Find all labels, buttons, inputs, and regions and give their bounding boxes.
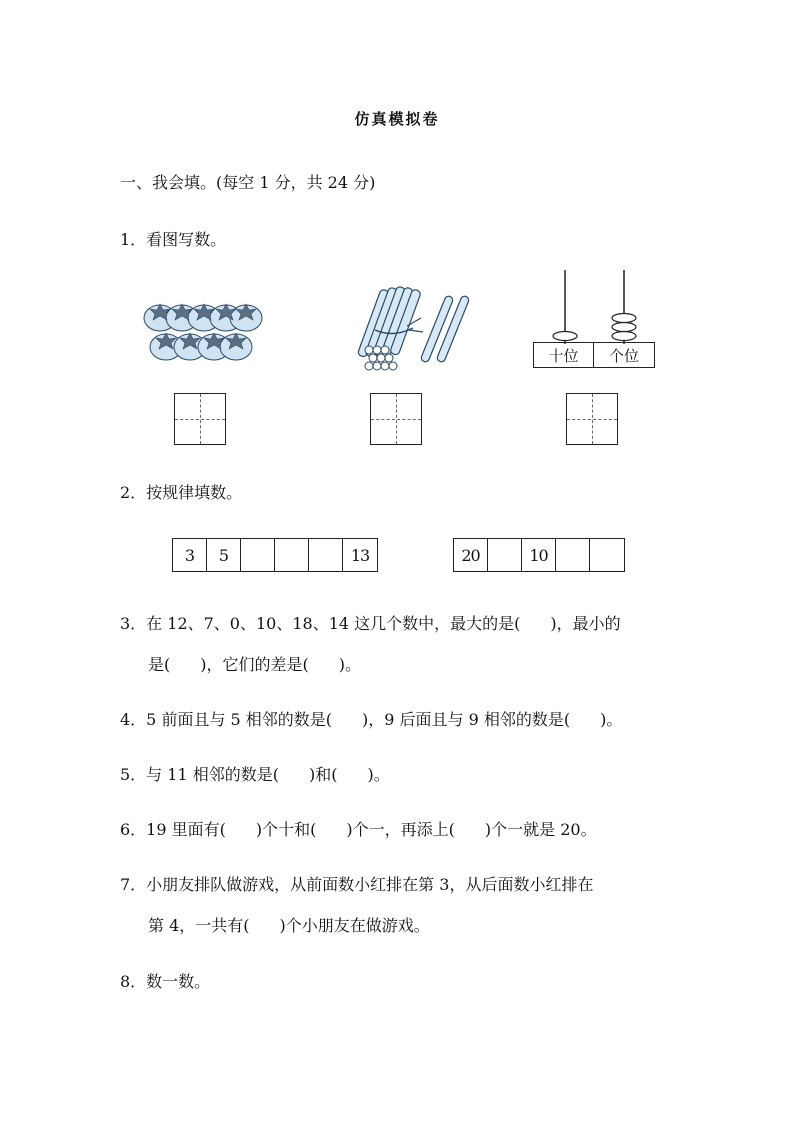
q3-text: 是(: [148, 655, 171, 674]
seq1-blank-cell[interactable]: [309, 539, 343, 571]
question-8-label: 8．数一数。: [120, 972, 211, 991]
q4-text: )。: [600, 710, 623, 729]
abacus-bead: [612, 314, 636, 323]
sticks-bundle-picture: [355, 282, 470, 374]
q5-text: )。: [367, 765, 390, 784]
q4-text: )，9 后面且与 9 相邻的数是(: [362, 710, 571, 729]
ones-label: 个位: [608, 346, 639, 365]
abacus-bead: [612, 332, 636, 341]
seq2-cell: 10: [522, 539, 556, 571]
q3-text: )，它们的差是(: [200, 655, 309, 674]
answer-box-2[interactable]: [370, 393, 422, 445]
question-7-line-2: [148, 913, 430, 936]
seq1-cell: 5: [207, 539, 241, 571]
question-3-line-2: [148, 652, 361, 675]
q6-text: )个一，再添上(: [346, 820, 455, 839]
question-1-label: 1．看图写数。: [120, 230, 227, 249]
question-4: [120, 707, 622, 730]
question-6: [120, 817, 597, 840]
q6-text: )个一就是 20。: [484, 820, 597, 839]
abacus-bead: [612, 323, 636, 332]
ones-beads: [612, 314, 636, 341]
abacus-bead: [553, 332, 577, 341]
abacus-rods: [533, 268, 655, 344]
q7-text: 第 4，一共有(: [148, 916, 250, 935]
place-value-labels: [533, 342, 655, 368]
seq2-cell: 20: [454, 539, 488, 571]
sequence-2: [453, 538, 625, 572]
answer-box-3[interactable]: [566, 393, 618, 445]
q6-text: )个十和(: [255, 820, 317, 839]
abacus-picture: [533, 268, 655, 372]
q4-text: 4．5 前面且与 5 相邻的数是(: [120, 710, 333, 729]
section-heading: 一、我会填。(每空 1 分，共 24 分): [120, 173, 376, 192]
q5-text: 5．与 11 相邻的数是(: [120, 765, 279, 784]
q5-text: )和(: [308, 765, 338, 784]
sequence-1: [172, 538, 378, 572]
answer-box-1[interactable]: [174, 393, 226, 445]
q6-text: 6．19 里面有(: [120, 820, 226, 839]
q7-text: )个小朋友在做游戏。: [279, 916, 430, 935]
seq1-blank-cell[interactable]: [241, 539, 275, 571]
seq2-blank-cell[interactable]: [488, 539, 522, 571]
page-title: 仿真模拟卷: [354, 110, 440, 128]
seq1-cell: 13: [350, 545, 370, 565]
q3-text: 3．在 12、7、0、10、18、14 这几个数中，最大的是(: [120, 614, 521, 633]
tens-beads: [553, 332, 577, 341]
question-5: [120, 762, 390, 785]
seq2-blank-cell[interactable]: [556, 539, 590, 571]
seq2-blank-cell[interactable]: [590, 539, 624, 571]
question-2-label: 2．按规律填数。: [120, 483, 243, 502]
q3-text: )，最小的: [550, 614, 621, 633]
tomatoes-picture: [140, 296, 265, 366]
q3-text: )。: [338, 655, 361, 674]
question-7-line-1: 7．小朋友排队做游戏，从前面数小红排在第 3，从后面数小红排在: [120, 875, 594, 894]
tens-label: 十位: [534, 343, 594, 367]
seq1-cell: 3: [173, 539, 207, 571]
question-3-line-1: [120, 611, 621, 634]
seq1-blank-cell[interactable]: [275, 539, 309, 571]
